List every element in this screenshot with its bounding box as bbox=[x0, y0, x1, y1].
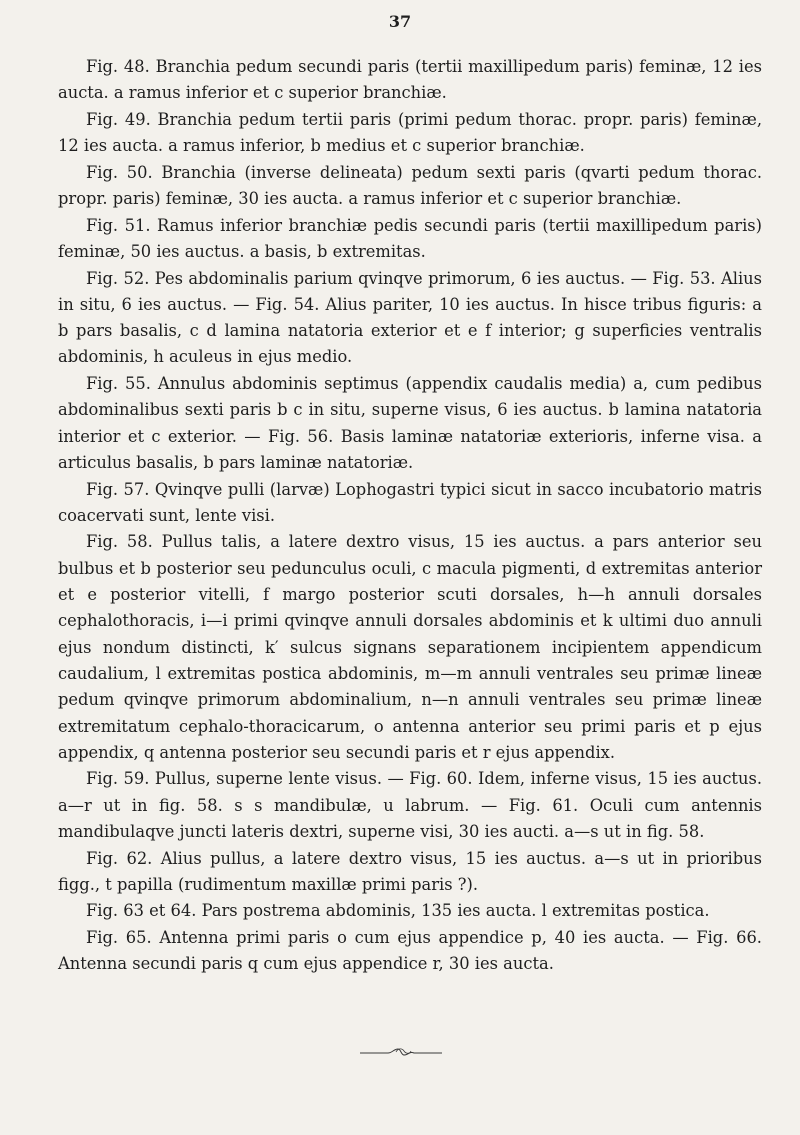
caption-fig-65-66: Fig. 65. Antenna primi paris o cum ejus appendice p, 40 ies aucta. — Fig. 66. Antenna secundi paris q cum ejus appendice r, 30 ies aucta. bbox=[58, 928, 762, 974]
caption-fig-49: Fig. 49. Branchia pedum tertii paris (primi pedum thorac. propr. paris) feminæ, 12 ies aucta. a ramus inferior, b medius et c superior branchiæ. bbox=[58, 109, 762, 156]
caption-fig-52-54: Fig. 52. Pes abdominalis parium qvinqve primorum, 6 ies auctus. — Fig. 53. Alius in situ, 6 ies auctus. — Fig. 54. Alius pariter, 10 ies auctus. In hisce tribus figuris: a b pars basalis, c d lamina natatoria exterior et e f interior; g superficies ventralis abdominis, h aculeus in ejus medio. bbox=[58, 268, 762, 367]
page-number: 37 bbox=[388, 12, 412, 31]
caption-fig-58: Fig. 58. Pullus talis, a latere dextro visus, 15 ies auctus. a pars anterior seu bulbus et b posterior seu pedunculus oculi, c macula pigmenti, d extremitas anterior et e posterior vitelli, f margo posterior scuti dorsales, h—h annuli dorsales cephalothoracis, i—i primi qvinqve annuli dorsales abdominis et k ultimi duo annuli ejus nondum distincti, k′ sulcus signans separationem incipientem appendicum caudalium, l extremitas postica abdominis, m—m annuli ventrales seu primæ lineæ pedum qvinqve primorum abdominalium, n—n annuli ventrales seu primæ lineæ extremitatum cephalo-thoracicarum, o antenna anterior seu primi paris et p ejus appendix, q antenna posterior seu secundi paris et r ejus appendix. bbox=[58, 532, 762, 762]
caption-fig-63-64: Fig. 63 et 64. Pars postrema abdominis, 135 ies aucta. l extremitas postica. bbox=[86, 901, 710, 921]
caption-fig-59-61: Fig. 59. Pullus, superne lente visus. — Fig. 60. Idem, inferne visus, 15 ies auctus. a—r ut in fig. 58. s s mandibulæ, u labrum. — Fig. 61. Oculi cum antennis mandibulaqve juncti lateris dextri, superne visi, 30 ies aucti. a—s ut in fig. 58. bbox=[58, 769, 762, 841]
caption-fig-55-56: Fig. 55. Annulus abdominis septimus (appendix caudalis media) a, cum pedibus abdominalibus sexti paris b c in situ, superne visus, 6 ies auctus. b lamina natatoria interior et c exterior. — Fig. 56. Basis laminæ natatoriæ exterioris, inferne visa. a articulus basalis, b pars laminæ natatoriæ. bbox=[58, 374, 762, 472]
caption-fig-57: Fig. 57. Qvinqve pulli (larvæ) Lophogastri typici sicut in sacco incubatorio matris coacervati sunt, lente visi. bbox=[58, 479, 762, 525]
caption-fig-48: Fig. 48. Branchia pedum secundi paris (tertii maxillipedum paris) feminæ, 12 ies aucta. a ramus inferior et c superior branchiæ. bbox=[58, 57, 762, 103]
caption-fig-62: Fig. 62. Alius pullus, a latere dextro visus, 15 ies auctus. a—s ut in prioribus figg., t papilla (rudimentum maxillæ primi paris ?). bbox=[58, 848, 762, 894]
caption-fig-50: Fig. 50. Branchia (inverse delineata) pedum sexti paris (qvarti pedum thorac. propr. paris) feminæ, 30 ies aucta. a ramus inferior et c superior branchiæ. bbox=[58, 162, 762, 209]
caption-fig-51: Fig. 51. Ramus inferior branchiæ pedis secundi paris (tertii maxillipedum paris) feminæ, 50 ies auctus. a basis, b extremitas. bbox=[58, 215, 762, 261]
decorative-flourish-icon bbox=[358, 1046, 444, 1058]
figure-captions bbox=[58, 54, 762, 978]
